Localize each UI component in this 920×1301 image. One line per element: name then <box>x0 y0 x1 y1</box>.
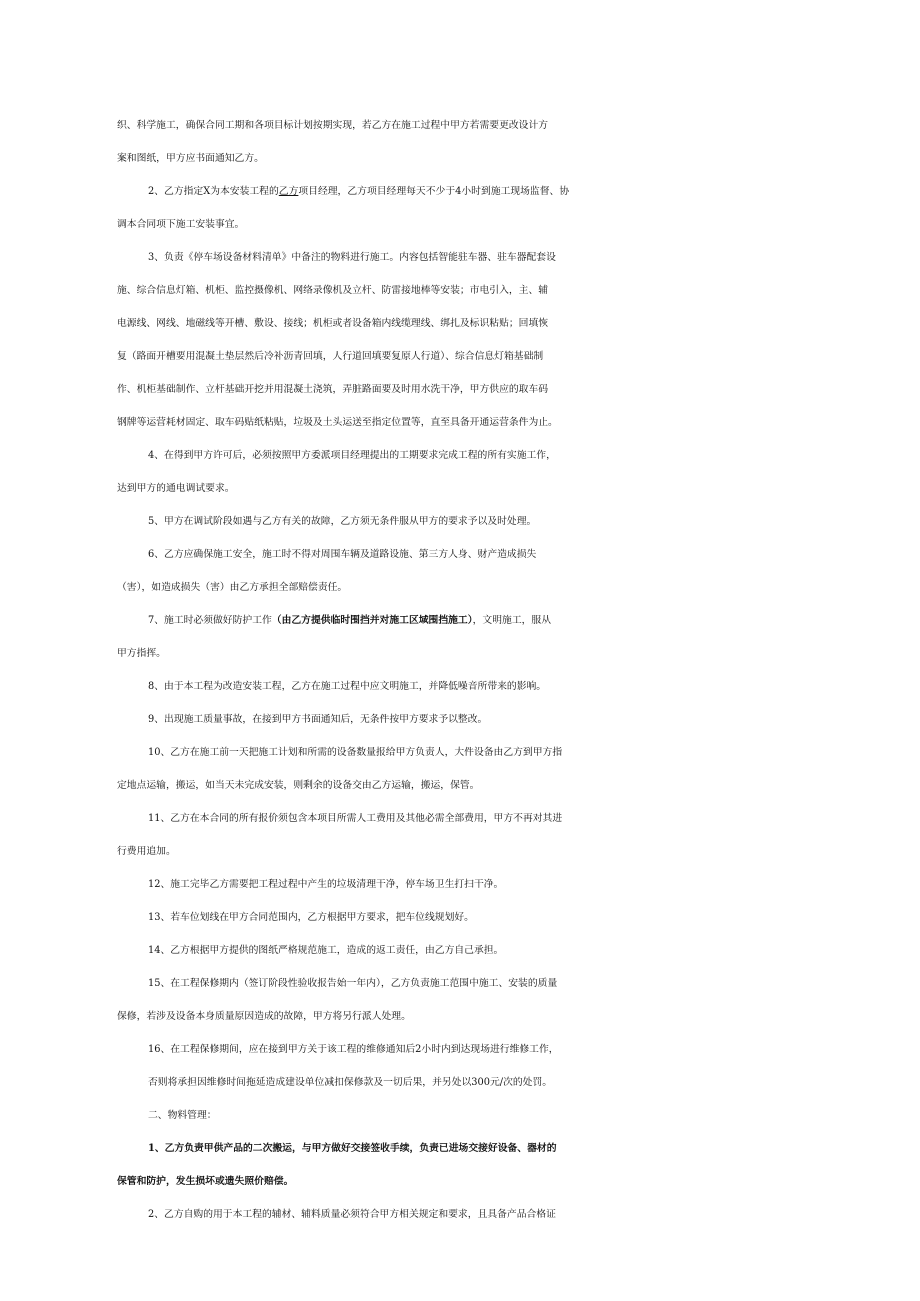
paragraph-line: 案和图纸，甲方应书面通知乙方。 <box>117 153 264 164</box>
paragraph-line: 13、若车位划线在甲方合同范围内，乙方根据甲方要求，把车位线规划好。 <box>148 912 474 923</box>
paragraph-line: 16、在工程保修期间，应在接到甲方关于该工程的维修通知后2小时内到达现场进行维修工作， <box>148 1044 559 1055</box>
paragraph-line: 作、机柜基础制作、立杆基础开挖并用混凝土浇筑，弄脏路面要及时用水洗干净，甲方供应的取车码 <box>117 384 549 395</box>
paragraph-line: 钢牌等运营耗材固定、取车码贴纸粘贴，垃圾及土头运送至指定位置等，直至具备开通运营条件为止。 <box>117 417 558 428</box>
paragraph-line: 6、乙方应确保施工安全，施工时不得对周围车辆及道路设施、第三方人身、财产造成损失 <box>148 549 537 560</box>
bold-text: （由乙方提供临时围挡并对施工区域围挡施工） <box>271 615 473 626</box>
paragraph-line: 2、乙方自购的用于本工程的辅材、辅料质量必须符合甲方相关规定和要求，且具备产品合格证 <box>148 1209 556 1220</box>
paragraph-line: 定地点运输，搬运，如当天未完成安装，则剩余的设备交由乙方运输，搬运，保管。 <box>117 780 480 791</box>
paragraph-line: 11、乙方在本合同的所有报价须包含本项目所需人工费用及其他必需全部费用，甲方不再对其进 <box>148 813 563 824</box>
text-segment: 项目经理，乙方项目经理每天不少于4小时到施工现场监督、协 <box>298 186 570 197</box>
text-segment: 2、乙方指定X为本安装工程的 <box>148 186 279 197</box>
paragraph-line: 8、由于本工程为改造安装工程，乙方在施工过程中应文明施工，并降低噪音所带来的影响。 <box>148 681 547 692</box>
paragraph-line: 保管和防护，发生损坏或遗失照价赔偿。 <box>117 1176 294 1187</box>
paragraph-line: 复（路面开槽要用混凝土垫层然后冷补沥青回填，人行道回填要复原人行道）、综合信息灯箱基础制 <box>117 351 544 362</box>
paragraph-line: 3、负责《停车场设备材料清单》中备注的物料进行施工。内容包括智能驻车器、驻车器配套设 <box>148 252 556 263</box>
paragraph-line <box>0 605 920 637</box>
paragraph-line: 电源线、网线、地磁线等开槽、敷设、接线；机柜或者设备箱内线缆理线、绑扎及标识粘贴；回填恢 <box>117 318 549 329</box>
paragraph-line: 调本合同项下施工安装事宜。 <box>117 219 245 230</box>
paragraph-line: 14、乙方根据甲方提供的图纸严格规范施工，造成的返工责任，由乙方自己承担。 <box>148 945 504 956</box>
section-heading: 二、物料管理： <box>148 1110 217 1121</box>
paragraph-line: 1、乙方负责甲供产品的二次搬运，与甲方做好交接签收手续，负责已进场交接好设备、器材的 <box>148 1143 557 1154</box>
paragraph-line: 12、施工完毕乙方需要把工程过程中产生的垃圾清理干净，停车场卫生打扫干净。 <box>148 879 504 890</box>
text-segment: 7、施工时必须做好防护工作 <box>148 615 272 626</box>
paragraph-line: 9、出现施工质量事故，在接到甲方书面通知后，无条件按甲方要求予以整改。 <box>148 714 488 725</box>
paragraph-line: 甲方指挥。 <box>117 648 166 659</box>
paragraph-line: 5、甲方在调试阶段如遇与乙方有关的故障，乙方须无条件服从甲方的要求予以及时处理。 <box>148 516 537 527</box>
underlined-text: 乙方 <box>278 186 299 197</box>
paragraph-line: 织、科学施工，确保合同工期和各项目标计划按期实现，若乙方在施工过程中甲方若需要更改设计方 <box>117 120 549 131</box>
paragraph-line: 否则将承担因维修时间拖延造成建设单位减扣保修款及一切后果，并另处以300元/次的处罚。 <box>148 1077 553 1088</box>
paragraph-line: （害），如造成损失（害）由乙方承担全部赔偿责任。 <box>117 582 348 593</box>
paragraph-line: 达到甲方的通电调试要求。 <box>117 483 235 494</box>
paragraph-line: 行费用追加。 <box>117 846 176 857</box>
paragraph-line: 施、综合信息灯箱、机柜、监控摄像机、网络录像机及立杆、防雷接地棒等安装；市电引入，主、辅 <box>117 285 549 296</box>
paragraph-line <box>0 176 920 208</box>
paragraph-line: 10、乙方在施工前一天把施工计划和所需的设备数量报给甲方负责人，大件设备由乙方到甲方指 <box>148 747 563 758</box>
paragraph-line: 保修，若涉及设备本身质量原因造成的故障，甲方将另行派人处理。 <box>117 1011 411 1022</box>
paragraph-line: 15、在工程保修期内（签订阶段性验收报告始一年内），乙方负责施工范围中施工、安装的质量 <box>148 978 558 989</box>
text-segment: ，文明施工，服从 <box>472 615 552 626</box>
paragraph-line: 4、在得到甲方许可后，必须按照甲方委派项目经理提出的工期要求完成工程的所有实施工作， <box>148 450 556 461</box>
